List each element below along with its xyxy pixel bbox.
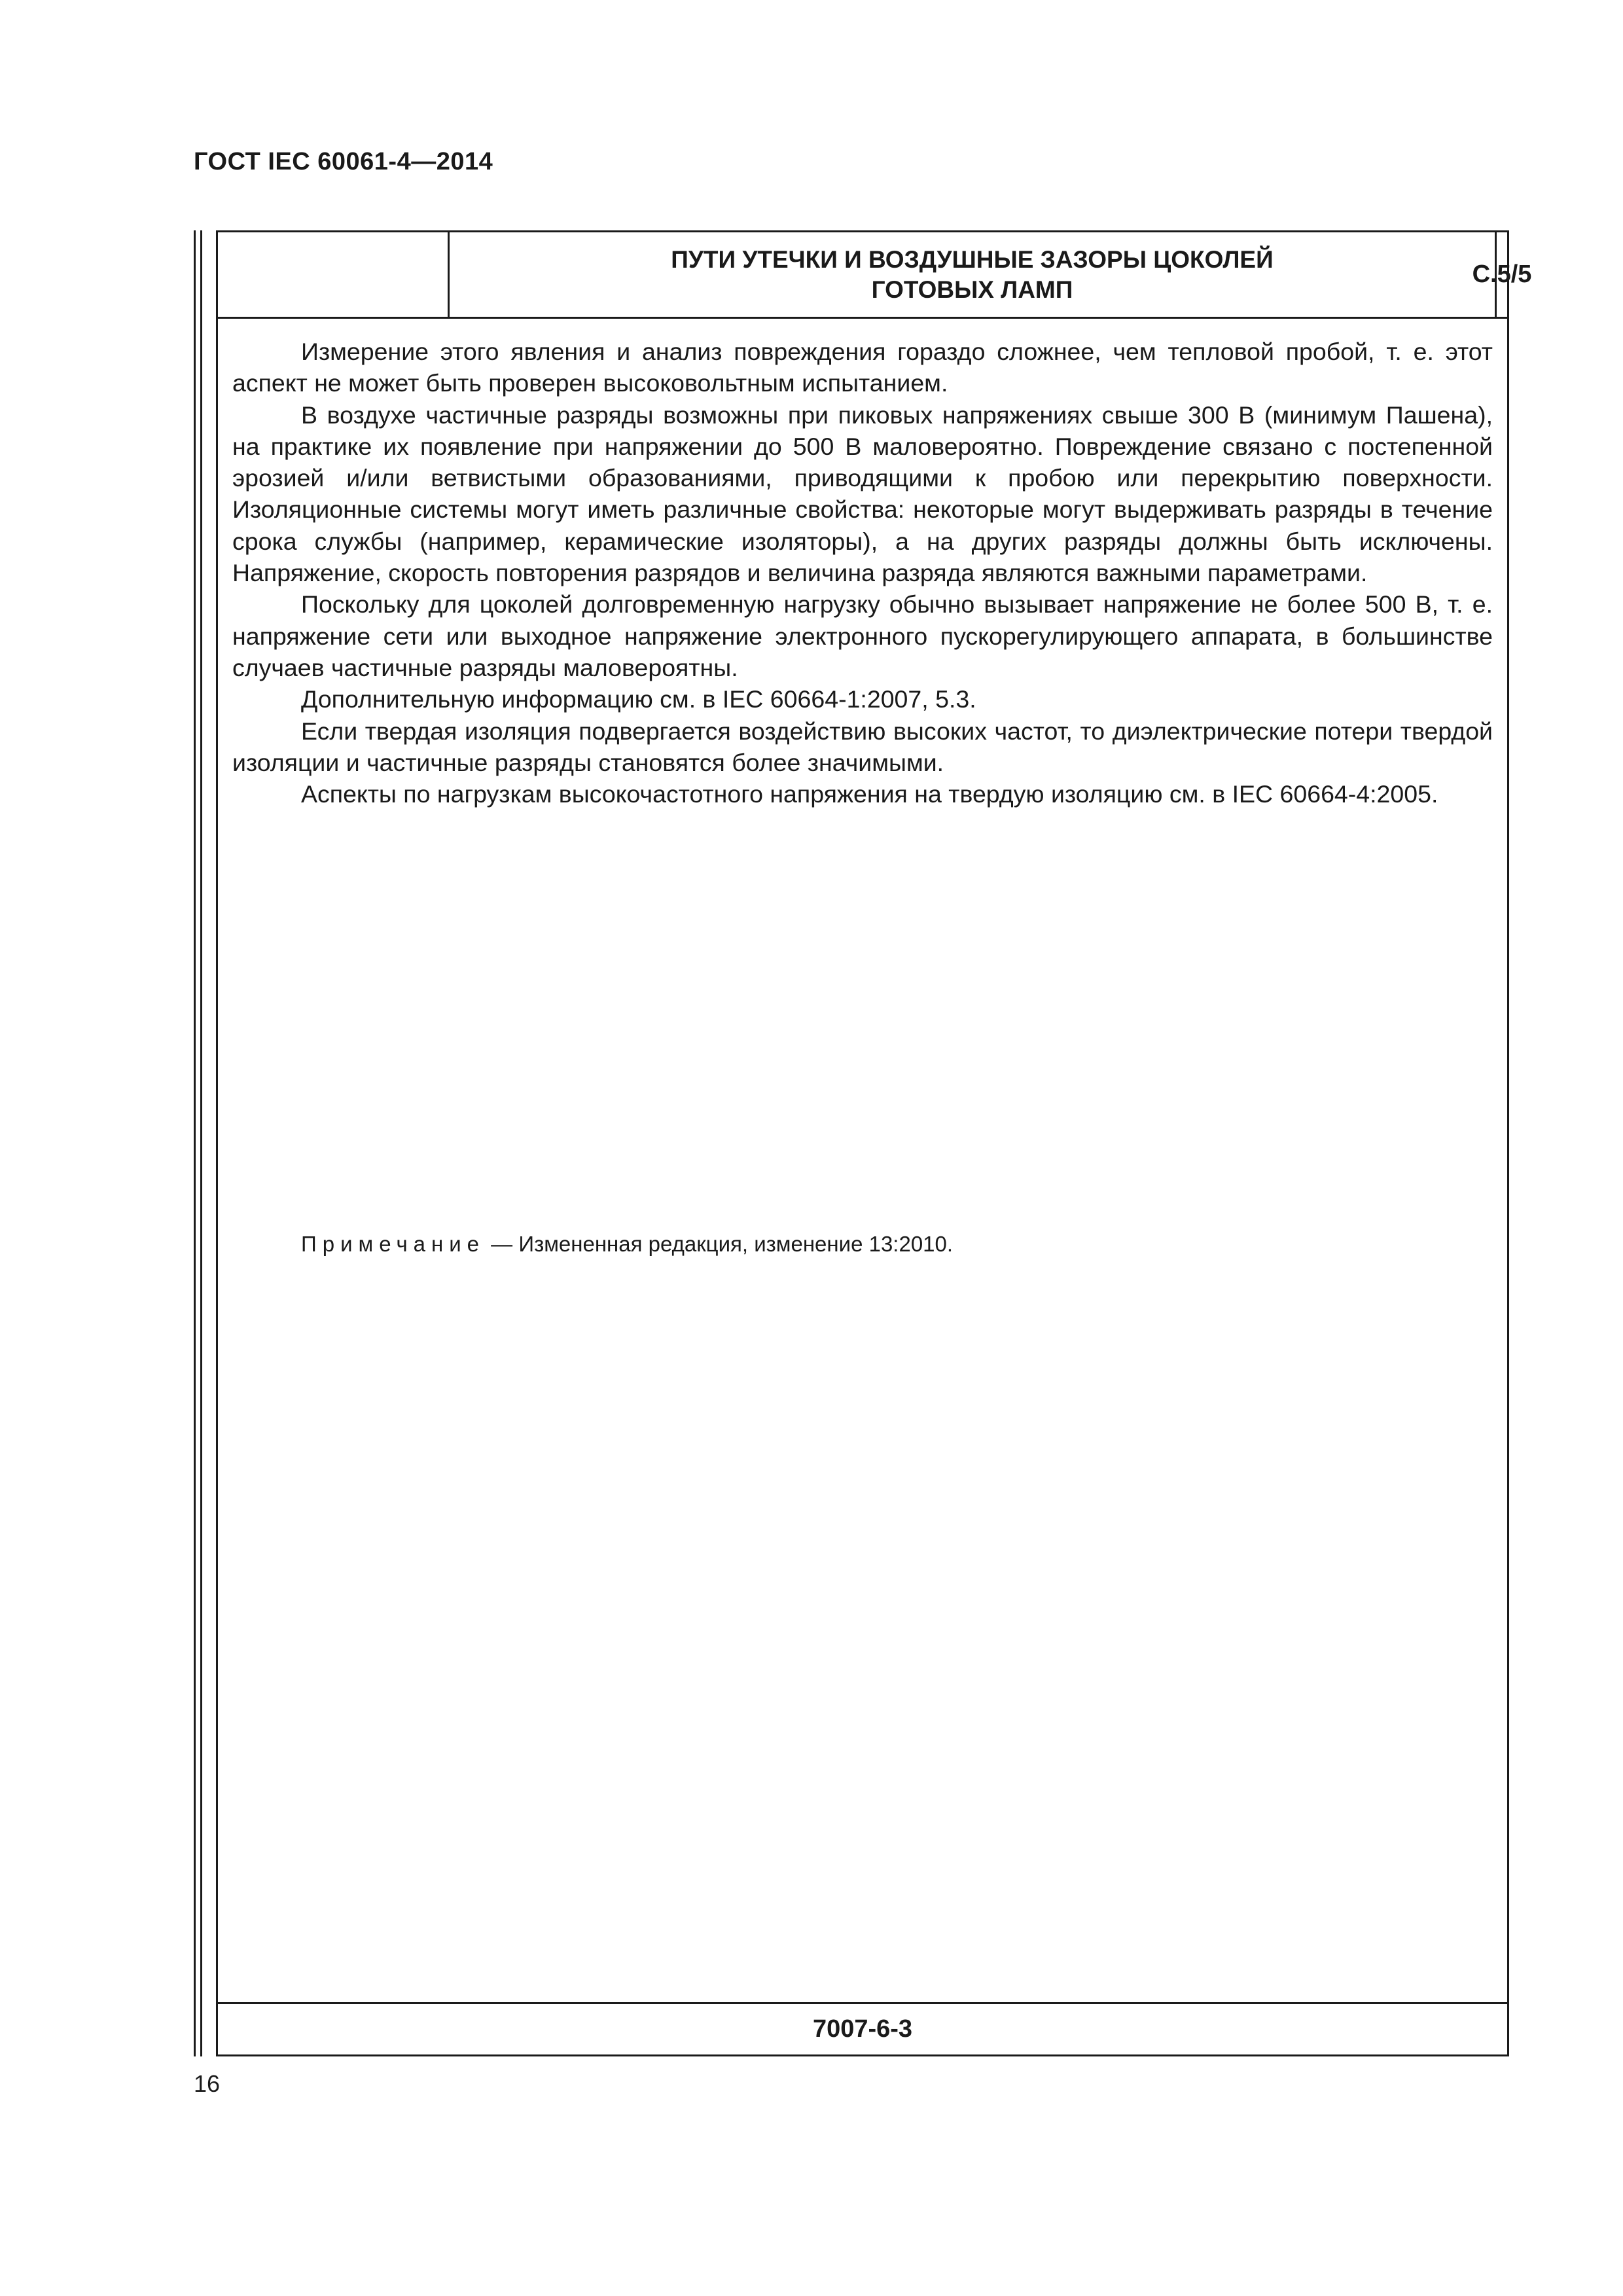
sheet-header-blank-cell [218, 232, 450, 317]
paragraph: Дополнительную информацию см. в IEC 60664-1:2007, 5.3. [301, 685, 976, 713]
sheet-page-ref: С.5/5 [1472, 260, 1532, 288]
page-number: 16 [194, 2070, 221, 2097]
sheet-title-line-2: ГОТОВЫХ ЛАМП [871, 276, 1073, 303]
binding-line [200, 230, 202, 2056]
paragraph: Измерение этого явления и анализ повреждения гораздо сложнее, чем тепловой пробой, т. е. этот аспект не может быть проверен высоковольтным испытанием. [232, 338, 1493, 397]
document-header-title: ГОСТ IEC 60061-4—2014 [194, 148, 493, 175]
paragraph: Поскольку для цоколей долговременную нагрузку обычно вызывает напряжение не более 500 В, т. е. напряжение сети или выходное напряжение электронного пускорегулирующего аппарата, в большинстве случаев частичные разряды маловероятны. [232, 590, 1493, 681]
paragraph: Аспекты по нагрузкам высокочастотного напряжения на твердую изоляцию см. в IEC 60664-4:2005. [301, 780, 1438, 808]
sheet-number: 7007-6-3 [218, 2002, 1507, 2054]
note-label: Примечание [301, 1232, 486, 1256]
paragraph: В воздухе частичные разряды возможны при пиковых напряжениях свыше 300 В (минимум Пашена), на практике их появление при напряжении до 500 В маловероятно. Повреждение связано с постепенной эрозией и/или ветвистыми образованиями, приводящими к пробою или перекрытию поверхности. Изоляционные системы могут иметь различные свойства: некоторые могут выдерживать разряды в течение срока службы (например, керамические изоляторы), а на других разряды должны быть исключены. Напряжение, скорость повторения разрядов и величина разряда являются важными параметрами. [232, 401, 1493, 587]
amendment-note [301, 1231, 953, 1257]
sheet-title [450, 232, 1497, 317]
sheet-header-row [218, 232, 1532, 319]
sheet-title-line-1: ПУТИ УТЕЧКИ И ВОЗДУШНЫЕ ЗАЗОРЫ ЦОКОЛЕЙ [671, 245, 1274, 273]
note-text: — Измененная редакция, изменение 13:2010. [485, 1232, 954, 1256]
binding-line [194, 230, 196, 2056]
paragraph: Если твердая изоляция подвергается воздействию высоких частот, то диэлектрические потери твердой изоляции и частичные разряды становятся более значимыми. [232, 717, 1493, 776]
sheet-body-text [232, 336, 1493, 810]
standard-sheet-frame [216, 230, 1532, 2056]
